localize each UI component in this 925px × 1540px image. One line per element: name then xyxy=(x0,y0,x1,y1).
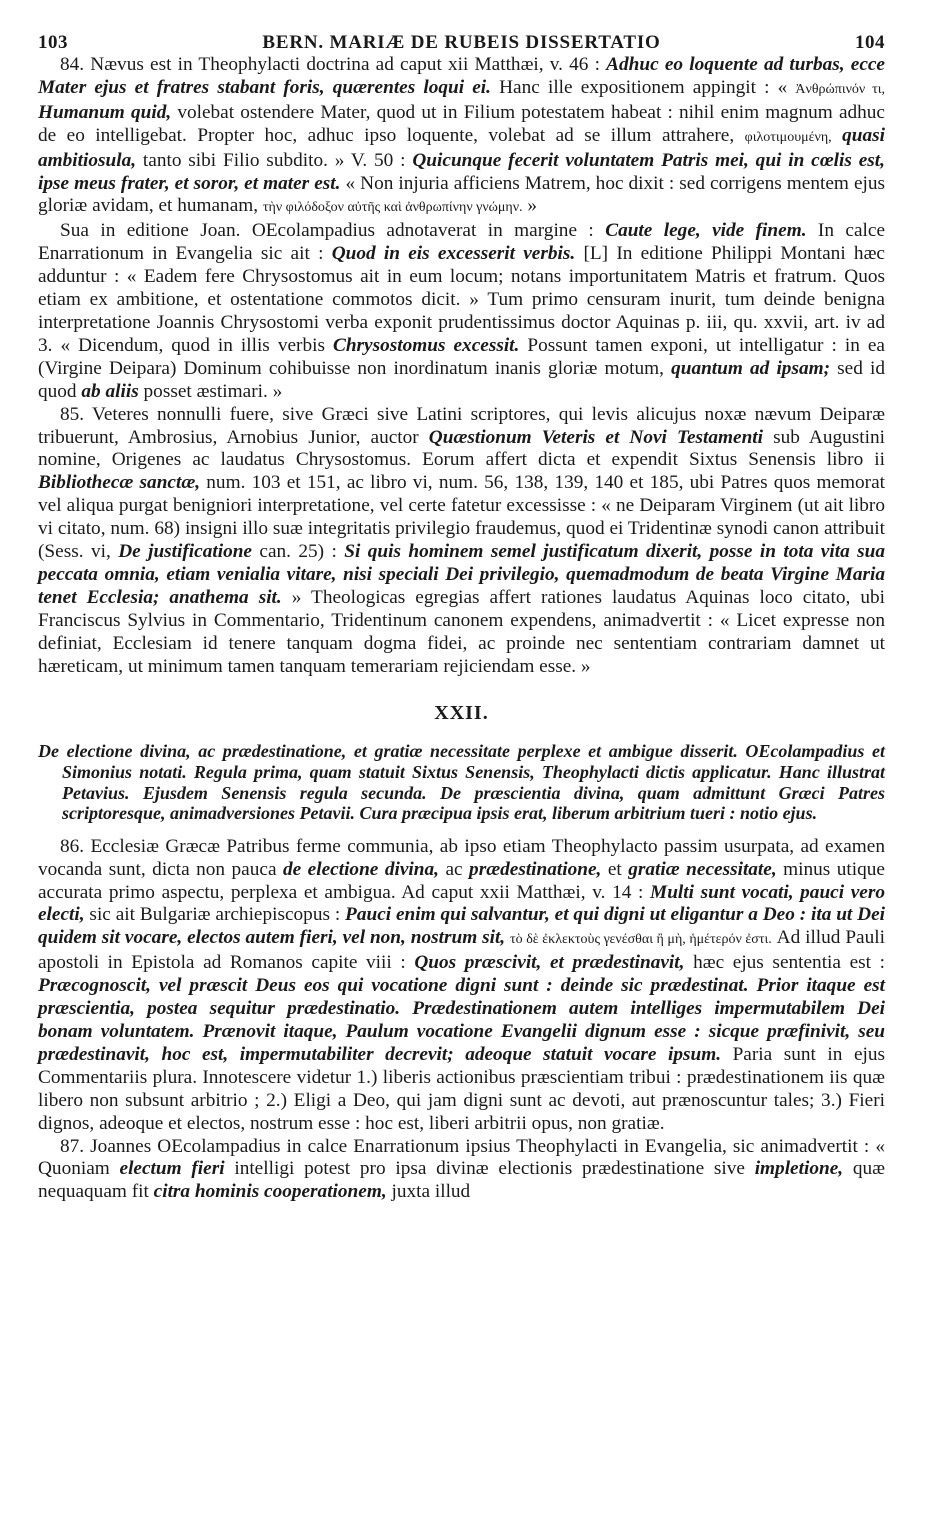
greek-text: τὸ δὲ ἐκλεκτοὺς γενέσθαι ἢ μὴ, ἡμέτερόν ἐστι. xyxy=(510,932,772,948)
text-run: num. 103 et 151, ac libro vi, num. 56, 138, 139, 140 et 185, ubi Patres quos memorat vel aliqua purgat benigniori interpretatione, vel certe fatetur excessisse : « ne Deiparam Virginem (ut ait libro vi citato, num. 68) insigni illo suæ integritatis privilegio fraudemus, quod ei Tridentinæ synodi canon attribuit (Sess. vi, xyxy=(38,472,885,563)
text-run: tanto sibi Filio subdito. » V. 50 : xyxy=(136,149,413,171)
text-run: 84. Nævus est in Theophylacti doctrina ad caput xii Matthæi, v. 46 : xyxy=(60,54,607,75)
text-run: sic ait Bulgariæ archiepiscopus : xyxy=(84,904,346,926)
running-header xyxy=(38,32,885,54)
italic-quote: Quicunque fecerit voluntatem Patris mei, qui in cœlis est, ipse meus frater, et soror, et mater est. xyxy=(38,149,885,194)
italic-quote: electum fieri xyxy=(119,1158,225,1180)
paragraph-87 xyxy=(38,1136,885,1205)
italic-quote: Bibliothecæ sanctæ, xyxy=(38,472,201,494)
running-title: BERN. MARIÆ DE RUBEIS DISSERTATIO xyxy=(262,32,661,53)
italic-quote: citra hominis cooperationem, xyxy=(153,1181,387,1203)
text-run: 85. Veteres nonnulli fuere, sive Græci sive Latini scriptores, qui levis alicujus noxæ nævum Deiparæ tribuerunt, Ambrosius, Arnobius Junior, auctor xyxy=(38,403,885,448)
text-run: ac xyxy=(438,858,470,880)
section-summary: De electione divina, ac prædestinatione, et gratiæ necessitate perplexe et ambigue disserit. OEcolampadius et Simonius notati. Regula prima, quam statuit Sixtus Senensis, Theophylacti dictis applicatur. Hanc illustrat Petavius. Ejusdem Senensis regula secunda. De præscientia divina, quam admittunt Græci Patres scriptoresque, animadversiones Petavii. Cura præcipua ipsis erat, liberum arbitrium tueri : notio ejus. xyxy=(38,741,885,824)
paragraph-86 xyxy=(38,836,885,1136)
text-run: Sua in editione Joan. OEcolampadius adnotaverat in margine : xyxy=(60,220,606,242)
paragraph-84-continued xyxy=(38,220,885,403)
italic-quote: gratiæ necessitate, xyxy=(628,858,777,880)
italic-quote: impletione, xyxy=(754,1158,844,1180)
italic-quote: quantum ad ipsam; xyxy=(671,357,831,379)
page-number-left: 103 xyxy=(38,32,68,53)
text-run: intelligi potest pro ipsa divinæ electionis prædestinatione sive xyxy=(224,1158,755,1180)
text-run: Ad illud Pauli apostoli in Epistola ad Romanos capite viii : xyxy=(38,927,885,974)
italic-quote: Humanum quid, xyxy=(38,101,172,123)
text-run: [L] In editione Philippi Montani hæc adduntur : « Eadem fere Chrysostomus ait in eum locum; notans importunitatem Matris et fratrum. Quos etiam ex ambitione, et ostentatione commotos dicit. » Tum primo censuram inurit, tum deinde benigna interpretatione Joannis Chrysostomi verba exponit prudentissimus doctor Aquinas p. iii, qu. xxvii, art. iv ad 3. « Dicendum, quod in illis verbis xyxy=(38,243,885,356)
text-run: sub Augustini nomine, Origenes ac laudatus Chrysostomus. Eorum affert dicta et expendit Sixtus Senensis libro ii xyxy=(38,426,885,471)
text-run xyxy=(832,125,842,146)
page-number-right: 104 xyxy=(855,32,885,53)
italic-quote: Multi sunt vocati, pauci vero electi, xyxy=(38,881,886,926)
text-run: hæc ejus sententia est : xyxy=(684,952,885,974)
text-run: minus utique accurata primo aspectu, perplexa et ambigua. Ad caput xxii Matthæi, v. 14 : xyxy=(38,858,885,903)
text-run: Hanc ille expositionem appingit : « xyxy=(490,76,796,98)
italic-quote: de electione divina, xyxy=(283,858,439,880)
paragraph-85 xyxy=(38,404,885,679)
text-run: posset æstimari. » xyxy=(138,380,283,402)
italic-quote: Quod in eis excesserit verbis. xyxy=(331,243,576,265)
text-run: Paria sunt in ejus Commentariis plura. Innotescere videtur 1.) liberis actionibus præscientiam tribui : prædestinationem iis quæ libero non subsunt arbitrio ; 2.) Eligi a Deo, qui jam digni sunt ac devoti, aut prænoscuntur tales; 3.) Fieri dignos, adeoque et electos, nostrum esse : hoc est, liberi arbitrii opus, non gratiæ. xyxy=(38,1043,885,1134)
text-run: » xyxy=(522,195,538,217)
italic-quote: Chrysostomus excessit. xyxy=(332,334,520,356)
italic-quote: Præcognoscit, vel præscit Deus eos qui vocatione digni sunt : deinde sic prædestinat. Prior itaque est præscientia, postea sequitur prædestinatio. Prædestinationem autem intelliges impermutabilem Dei bonam voluntatem. Prænovit itaque, Paulum vocatione Evangelii dignum esse : sicque præfinivit, seu prædestinavit, hoc est, impermutabiliter decrevit; adeoque statuit vocare ipsum. xyxy=(38,975,885,1065)
text-run: juxta illud xyxy=(386,1181,471,1203)
greek-text: τὴν φιλόδοξον αὐτῆς καὶ ἀνθρωπίνην γνώμην. xyxy=(262,200,523,216)
italic-quote: Quos præscivit, et prædestinavit, xyxy=(414,952,685,974)
text-run: « Non injuria afficiens Matrem, hoc dixit : sed corrigens mentem ejus gloriæ avidam, et humanam, xyxy=(38,172,885,217)
text-run: In calce Enarrationum in Evangelia sic ait : xyxy=(38,220,885,265)
text-run: can. 25) : xyxy=(252,541,345,563)
section-number: XXII. xyxy=(434,702,489,725)
text-run: volebat ostendere Mater, quod ut in Filium potestatem habeat : nihil enim magnum adhuc de eo intelligebat. Propter hoc, adhuc ipso loquente, volebat ad se illum attrahere, xyxy=(38,101,885,146)
text-run: sed id quod xyxy=(38,357,885,402)
italic-quote: Quæstionum Veteris et Novi Testamenti xyxy=(428,426,764,448)
greek-text: φιλοτιμουμένη, xyxy=(744,129,832,145)
italic-quote: prædestinatione, xyxy=(469,858,602,880)
text-run: quæ nequaquam fit xyxy=(38,1158,885,1203)
text-run: et xyxy=(601,858,629,880)
italic-quote: ab aliis xyxy=(81,380,139,402)
text-run: Possunt tamen exponi, ut intelligatur : in ea (Virgine Deipara) Dominum cohibuisse non inordinatum inanis gloriæ motum, xyxy=(38,334,885,379)
text-run: » Theologicas egregias affert rationes laudatus Aquinas loco citato, ubi Franciscus Sylvius in Commentario, Tridentinum canonem expendens, animadvertit : « Licet expresse non definiat, Ecclesiam id tenere tanquam dogma fidei, ac proinde nec sententiam contrariam damnet ut hæreticam, ut minimum tamen tanquam temerariam rejiciendam esse. » xyxy=(38,586,885,677)
paragraph-84 xyxy=(38,54,885,220)
text-run: 87. Joannes OEcolampadius in calce Enarrationum ipsius Theophylacti in Evangelia, sic animadvertit : « Quoniam xyxy=(38,1135,885,1180)
greek-text: Ἀνθρώπινόν τι, xyxy=(795,81,885,97)
text-run: 86. Ecclesiæ Græcæ Patribus ferme communia, ab ipso etiam Theophylacto passim usurpata, ad examen vocanda sunt, dicta non pauca xyxy=(38,835,885,880)
italic-quote: Si quis hominem semel justificatum dixerit, posse in tota vita sua peccata omnia, etiam venialia vitare, nisi speciali Dei privilegio, quemadmodum de beata Virgine Maria tenet Ecclesia; anathema sit. xyxy=(38,541,885,608)
italic-quote: quasi ambitiosula, xyxy=(38,124,886,171)
italic-quote: Caute lege, vide finem. xyxy=(605,220,807,242)
italic-quote: Pauci enim qui salvantur, et qui digni ut eligantur a Deo : ita ut Dei quidem sit vocare, electos autem fieri, vel non, nostrum sit, xyxy=(38,904,885,949)
italic-quote: Adhuc eo loquente ad turbas, ecce Mater ejus et fratres stabant foris, quærentes loqui ei. xyxy=(38,54,885,98)
italic-quote: De justificatione xyxy=(118,541,252,563)
